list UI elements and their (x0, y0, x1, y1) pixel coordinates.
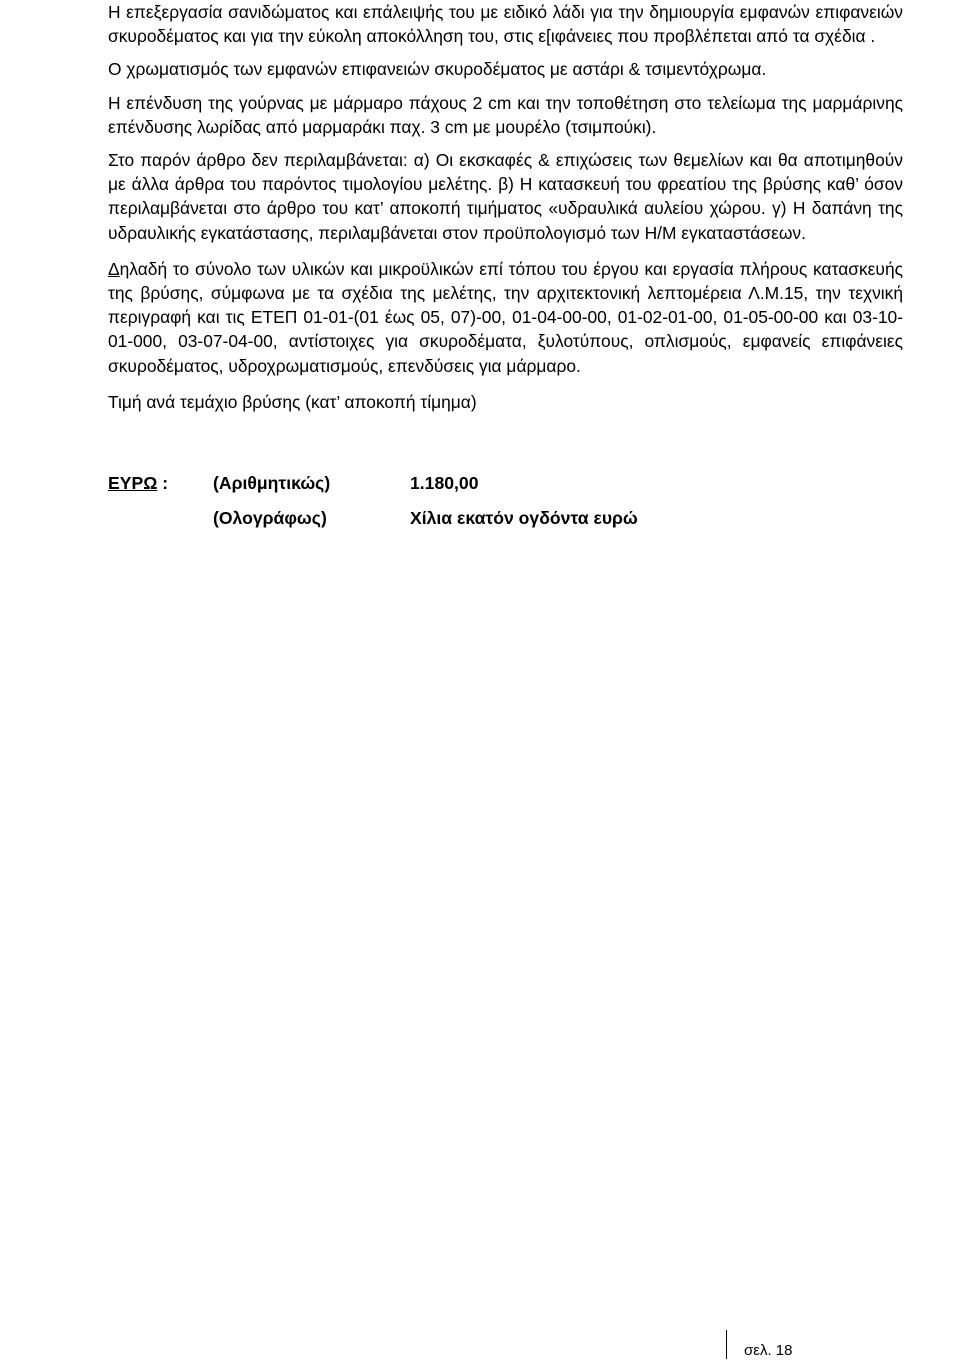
paragraph-scope (108, 257, 903, 378)
numeric-value: 1.180,00 (410, 473, 479, 493)
paragraph-marble: Η επένδυση της γούρνας με μάρμαρο πάχους 2 cm και την τοποθέτηση στο τελείωμα της μαρμάρινης επένδυσης λωρίδας από μαρμαράκι παχ. 3 cm με μουρέλο (τσιμπούκι). (108, 92, 903, 137)
numeric-label: (Αριθμητικώς) (213, 473, 331, 493)
written-value: Χίλια εκατόν ογδόντα ευρώ (410, 508, 638, 528)
price-label: Τιμή ανά τεμάχιο βρύσης (κατ’ αποκοπή τίμημα) (108, 391, 477, 412)
page-number: σελ. 18 (744, 1342, 793, 1359)
written-label: (Ολογράφως) (213, 508, 327, 528)
paragraph-formwork: Η επεξεργασία σανιδώματος και επάλειψής του με ειδικό λάδι για την δημιουργία εμφανών επιφανειών σκυροδέματος και για την εύκολη αποκόλληση του, στις ε[ιφάνειες που προβλέπεται από τα σχέδια . (108, 2, 903, 47)
dropcap-letter: Δ (108, 258, 120, 279)
document-body (108, 0, 903, 414)
footer-divider (726, 1330, 727, 1359)
paragraph-exclusions: Στο παρόν άρθρο δεν περιλαμβάνεται: α) Οι εκσκαφές & επιχώσεις των θεμελίων και θα αποτιμηθούν με άλλα άρθρα του παρόντος τιμολογίου μελέτης. β) Η κατασκευή του φρεατίου της βρύσης καθ’ όσον περιλαμβάνεται στο άρθρο του κατ’ αποκοπή τιμήματος «υδραυλικά αυλείου χώρου. γ) Η δαπάνη της υδραυλικής εγκατάστασης, περιλαμβάνεται στον προϋπολογισμό των Η/Μ εγκαταστάσεων. (108, 150, 903, 243)
paragraph-scope-text: ηλαδή το σύνολο των υλικών και μικροϋλικών επί τόπου του έργου και εργασία πλήρους κατασκευής της βρύσης, σύμφωνα με τα σχέδια της μελέτης, την αρχιτεκτονική λεπτομέρεια Λ.Μ.15, την τεχνική περιγραφή και τις ΕΤΕΠ 01-01-(01 έως 05, 07)-00, 01-04-00-00, 01-02-01-00, 01-05-00-00 και 03-10-01-000, 03-07-04-00, αντίστοιχες για σκυροδέματα, ξυλοτύπους, οπλισμούς, εμφανείς επιφάνειες σκυροδέματος, υδροχρωματισμούς, επενδύσεις για μάρμαρο. (108, 258, 903, 376)
paragraph-painting: Ο χρωματισμός των εμφανών επιφανειών σκυροδέματος με αστάρι & τσιμεντόχρωμα. (108, 59, 767, 80)
currency-label: ΕΥΡΩ : (108, 473, 169, 493)
